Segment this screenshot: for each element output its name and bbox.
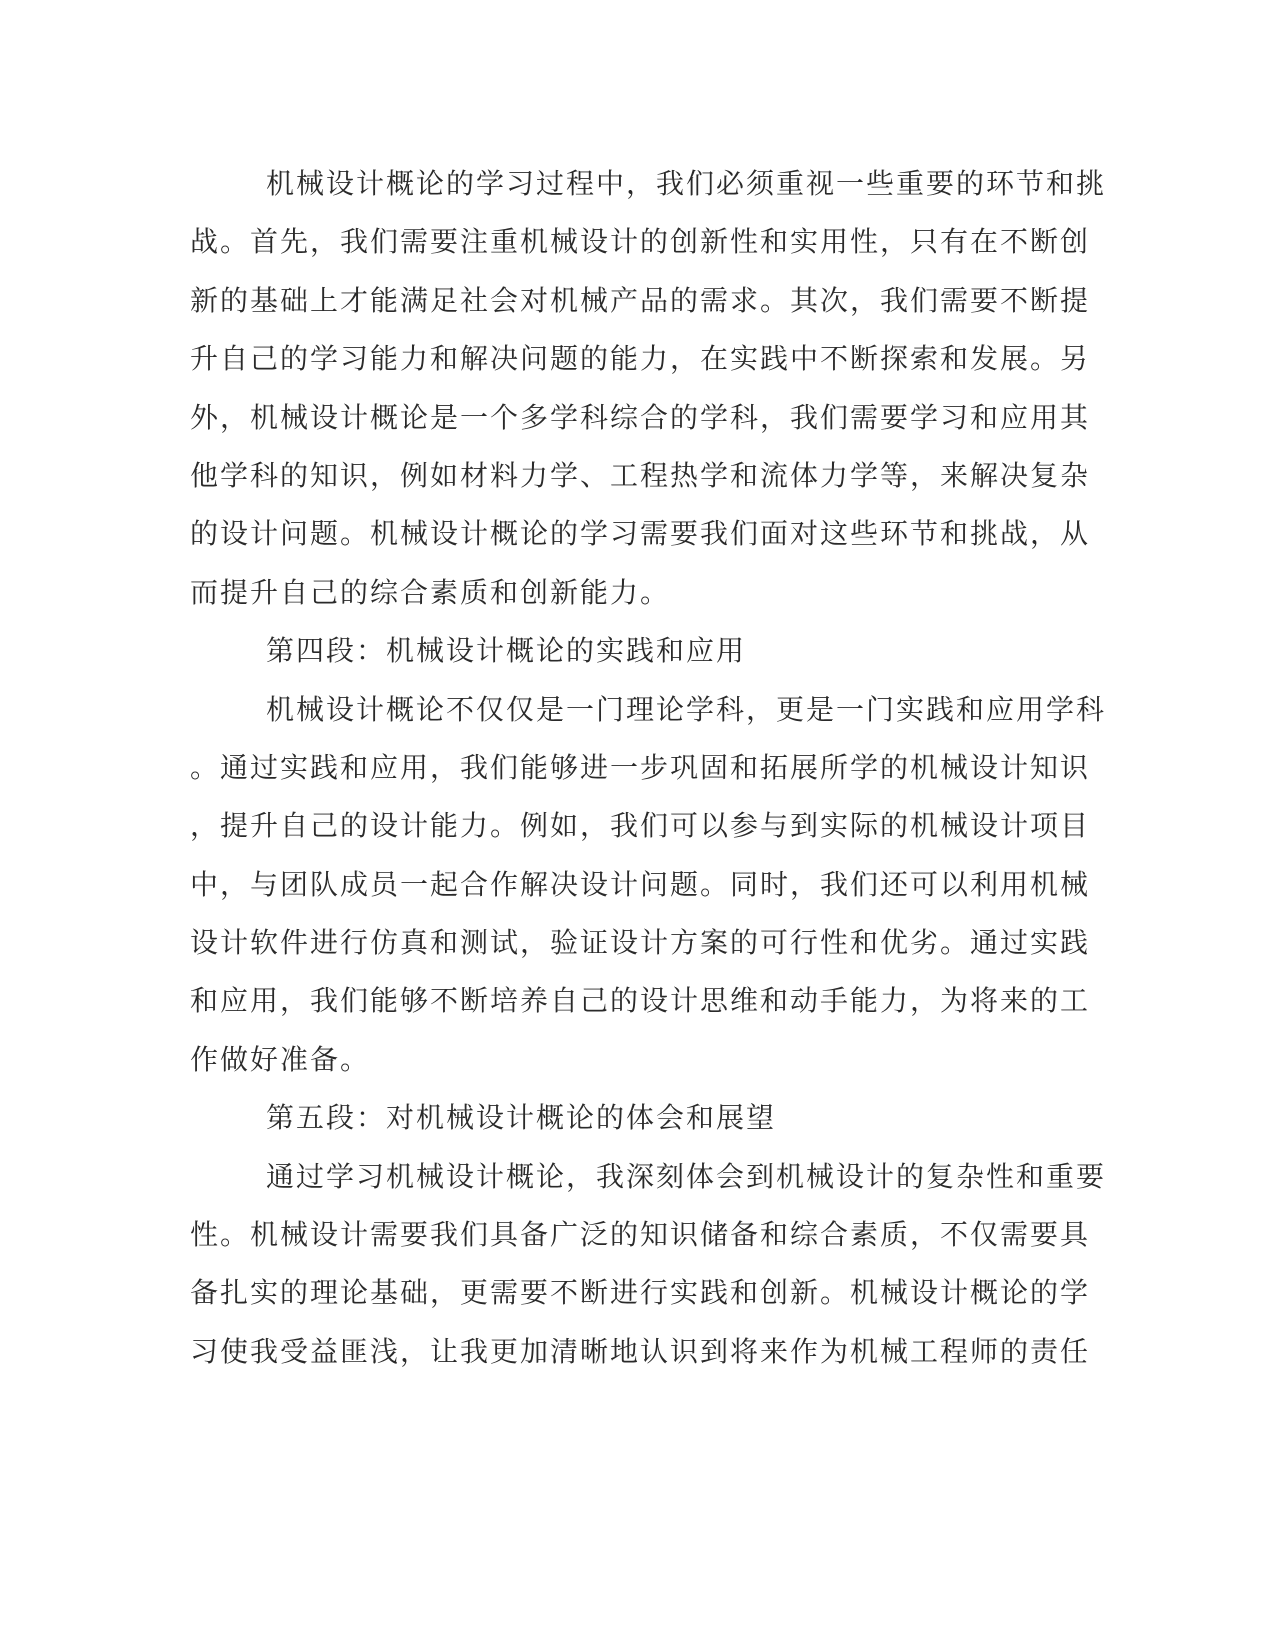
paragraph-line: 机械设计概论的学习过程中，我们必须重视一些重要的环节和挑 bbox=[266, 167, 1107, 200]
paragraph-line: 习使我受益匪浅，让我更加清晰地认识到将来作为机械工程师的责任 bbox=[190, 1334, 1091, 1368]
paragraph-line: 机械设计概论不仅仅是一门理论学科，更是一门实践和应用学科 bbox=[266, 692, 1107, 726]
paragraph-line: 升自己的学习能力和解决问题的能力，在实践中不断探索和发展。另 bbox=[190, 342, 1091, 376]
section-heading: 第四段：机械设计概论的实践和应用 bbox=[266, 634, 747, 668]
paragraph-line: ，提升自己的设计能力。例如，我们可以参与到实际的机械设计项目 bbox=[190, 809, 1091, 843]
paragraph-line: 外，机械设计概论是一个多学科综合的学科，我们需要学习和应用其 bbox=[190, 400, 1091, 434]
paragraph-line: 设计软件进行仿真和测试，验证设计方案的可行性和优劣。通过实践 bbox=[190, 926, 1091, 960]
paragraph-line: 中，与团队成员一起合作解决设计问题。同时，我们还可以利用机械 bbox=[190, 867, 1091, 901]
paragraph-line: 新的基础上才能满足社会对机械产品的需求。其次，我们需要不断提 bbox=[190, 283, 1091, 317]
paragraph-line: 作做好准备。 bbox=[190, 1042, 371, 1076]
paragraph-line: 而提升自己的综合素质和创新能力。 bbox=[190, 575, 671, 609]
paragraph-line: 性。机械设计需要我们具备广泛的知识储备和综合素质，不仅需要具 bbox=[190, 1218, 1091, 1252]
document-body bbox=[190, 155, 1107, 1381]
paragraph-line: 备扎实的理论基础，更需要不断进行实践和创新。机械设计概论的学 bbox=[190, 1276, 1091, 1310]
paragraph-line: 他学科的知识，例如材料力学、工程热学和流体力学等，来解决复杂 bbox=[190, 458, 1091, 492]
paragraph-line: 和应用，我们能够不断培养自己的设计思维和动手能力，为将来的工 bbox=[190, 984, 1091, 1018]
paragraph-line: 通过学习机械设计概论，我深刻体会到机械设计的复杂性和重要 bbox=[266, 1159, 1107, 1193]
paragraph-line: 战。首先，我们需要注重机械设计的创新性和实用性，只有在不断创 bbox=[190, 225, 1091, 259]
paragraph-line: 的设计问题。机械设计概论的学习需要我们面对这些环节和挑战，从 bbox=[190, 517, 1091, 551]
section-heading: 第五段：对机械设计概论的体会和展望 bbox=[266, 1101, 777, 1135]
paragraph-line: 。通过实践和应用，我们能够进一步巩固和拓展所学的机械设计知识 bbox=[190, 750, 1091, 784]
